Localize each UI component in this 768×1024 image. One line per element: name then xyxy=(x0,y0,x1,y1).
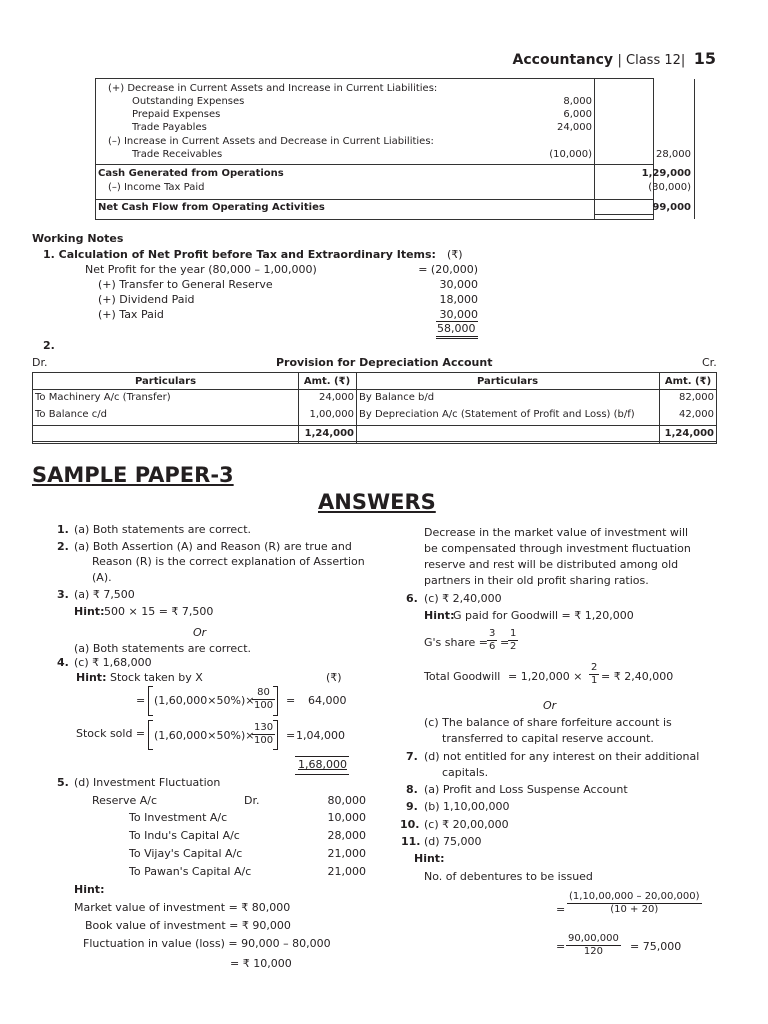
debentures-label: No. of debentures to be issued xyxy=(424,870,593,883)
ans-6-or-2: transferred to capital reserve account. xyxy=(442,732,654,745)
page-header xyxy=(513,49,716,68)
wn-line-label: (+) Tax Paid xyxy=(98,308,164,321)
prov-r2-c3: By Depreciation A/c (Statement of Profit and Loss) (b/f) xyxy=(359,409,635,420)
total-goodwill-expr: = 1,20,000 × xyxy=(508,670,583,683)
ans-6-or: Or xyxy=(543,699,557,712)
journal-line-amount: 80,000 xyxy=(327,794,366,807)
prov-r2-c1: To Balance c/d xyxy=(35,409,107,420)
g-share-label: G's share = xyxy=(424,636,488,649)
ans-5-fl2: = ₹ 10,000 xyxy=(230,957,292,970)
page-number: 15 xyxy=(693,49,716,68)
prov-header-1: Particulars xyxy=(134,376,197,387)
journal-line-label: To Indu's Capital A/c xyxy=(129,829,240,842)
ans-2a: (a) Both Assertion (A) and Reason (R) are true and xyxy=(74,540,352,553)
provision-table xyxy=(32,372,717,444)
working-notes-title: Working Notes xyxy=(32,232,124,245)
ans-6: (c) ₹ 2,40,000 xyxy=(424,592,502,605)
ans-6-hint: G paid for Goodwill = ₹ 1,20,000 xyxy=(453,609,634,622)
ans-2b: Reason (R) is the correct explanation of Assertion xyxy=(92,555,365,568)
ans-5-fl: Fluctuation in value (loss) = 90,000 – 80,000 xyxy=(83,937,331,950)
ans-6-or-1: (c) The balance of share forfeiture account is xyxy=(424,716,672,729)
ans-4-expr1: (1,60,000×50%)× xyxy=(154,694,255,707)
cf-row-c2: 99,000 xyxy=(652,202,691,213)
r-para-1: Decrease in the market value of investment will xyxy=(424,526,689,539)
journal-line-label: Reserve A/c xyxy=(92,794,157,807)
prov-header-2: Amt. (₹) xyxy=(303,376,351,387)
total-goodwill-label: Total Goodwill xyxy=(424,670,501,683)
cf-row-c2: (30,000) xyxy=(648,182,691,193)
prov-r2-c2: 1,00,000 xyxy=(309,409,354,420)
ans-3-hint: 500 × 15 = ₹ 7,500 xyxy=(104,605,214,618)
sample-paper-heading: SAMPLE PAPER-3 xyxy=(32,463,234,487)
prov-total-2: 1,24,000 xyxy=(664,428,714,439)
cf-row-c2: 1,29,000 xyxy=(641,168,691,179)
ans-1: (a) Both statements are correct. xyxy=(74,523,252,536)
ans-4-value2: 1,04,000 xyxy=(296,729,345,742)
cf-row-label: Outstanding Expenses xyxy=(132,96,245,107)
total-goodwill-result: = ₹ 2,40,000 xyxy=(601,670,674,683)
wn-line-label: (+) Transfer to General Reserve xyxy=(98,278,273,291)
cf-row-c1: 8,000 xyxy=(563,96,592,107)
note2-label: 2. xyxy=(43,339,55,352)
cf-row-label: (–) Income Tax Paid xyxy=(108,182,205,193)
cf-row-label: Net Cash Flow from Operating Activities xyxy=(98,202,325,213)
r-para-4: partners in their old profit sharing ratios. xyxy=(424,574,649,587)
cash-flow-table xyxy=(95,78,691,220)
rupee-label: (₹) xyxy=(447,248,463,261)
ans-9: (b) 1,10,00,000 xyxy=(424,800,510,813)
ans-3-or-text: (a) Both statements are correct. xyxy=(74,642,252,655)
prov-header-3: Particulars xyxy=(476,376,539,387)
ans-4-expr2: (1,60,000×50%)× xyxy=(154,729,255,742)
ans-7b: capitals. xyxy=(442,766,489,779)
ans-4-value1: 64,000 xyxy=(308,694,347,707)
prov-r1-c1: To Machinery A/c (Transfer) xyxy=(35,392,171,403)
book-title: Accountancy xyxy=(512,52,614,68)
journal-line-label: To Vijay's Capital A/c xyxy=(129,847,243,860)
cf-row-label: (–) Increase in Current Assets and Decrease in Current Liabilities: xyxy=(108,136,434,147)
ans-4: (c) ₹ 1,68,000 xyxy=(74,656,152,669)
ans-7a: (d) not entitled for any interest on their additional xyxy=(424,750,700,763)
prov-r2-c4: 42,000 xyxy=(679,409,714,420)
prov-r1-c4: 82,000 xyxy=(679,392,714,403)
wn-line-value: 18,000 xyxy=(439,293,478,306)
ans-4-rupee: (₹) xyxy=(326,671,342,684)
ans-5-mv: Market value of investment = ₹ 80,000 xyxy=(74,901,291,914)
ans-3-or: Or xyxy=(193,626,207,639)
dr-label: Dr. xyxy=(32,356,48,369)
ans-2c: (A). xyxy=(92,571,112,584)
wn-line-value: 30,000 xyxy=(439,308,478,321)
cf-row-c1: (10,000) xyxy=(549,149,592,160)
ans-5: (d) Investment Fluctuation xyxy=(74,776,221,789)
ans-3-hint-label: Hint: xyxy=(74,605,105,618)
prov-header-4: Amt. (₹) xyxy=(664,376,712,387)
ans-6-hint-label: Hint: xyxy=(424,609,455,622)
ans-3: (a) ₹ 7,500 xyxy=(74,588,135,601)
ans-4-hint-label: Hint: xyxy=(76,671,107,684)
ans-5-bv: Book value of investment = ₹ 90,000 xyxy=(85,919,291,932)
cf-row-c1: 6,000 xyxy=(563,109,592,120)
note1-title: 1. Calculation of Net Profit before Tax and Extraordinary Items: xyxy=(43,248,436,261)
r-para-3: reserve and rest will be distributed among old xyxy=(424,558,679,571)
cr-label: Cr. xyxy=(702,356,717,369)
debentures-result: = 75,000 xyxy=(630,940,682,953)
ans-4-sold: Stock sold = xyxy=(76,727,146,740)
journal-line-amount: 21,000 xyxy=(327,865,366,878)
class-label: | Class 12| xyxy=(617,53,686,68)
ans-5-hint: Hint: xyxy=(74,883,105,896)
journal-line-amount: 10,000 xyxy=(327,811,366,824)
note1-total: 58,000 xyxy=(437,322,476,335)
prov-total-1: 1,24,000 xyxy=(304,428,354,439)
ans-10: (c) ₹ 20,00,000 xyxy=(424,818,509,831)
provision-title: Provision for Depreciation Account xyxy=(276,356,493,369)
r-para-2: be compensated through investment fluctuation xyxy=(424,542,691,555)
prov-r1-c3: By Balance b/d xyxy=(359,392,435,403)
cf-row-label: Trade Payables xyxy=(132,122,207,133)
wn-line-label: (+) Dividend Paid xyxy=(98,293,195,306)
cf-row-c1: 24,000 xyxy=(557,122,592,133)
cf-row-label: Trade Receivables xyxy=(132,149,223,160)
cf-row-label: Prepaid Expenses xyxy=(132,109,221,120)
ans-11-hint: Hint: xyxy=(414,852,445,865)
journal-line-amount: 21,000 xyxy=(327,847,366,860)
cf-row-c2: 28,000 xyxy=(656,149,691,160)
ans-8: (a) Profit and Loss Suspense Account xyxy=(424,783,628,796)
cf-row-label: Cash Generated from Operations xyxy=(98,168,284,179)
journal-line-label: To Pawan's Capital A/c xyxy=(129,865,252,878)
ans-4-hint: Stock taken by X xyxy=(110,671,203,684)
journal-line-amount: 28,000 xyxy=(327,829,366,842)
ans-4-total: 1,68,000 xyxy=(298,758,347,771)
wn-line-label: Net Profit for the year (80,000 – 1,00,000) xyxy=(85,263,317,276)
cf-row-label: (+) Decrease in Current Assets and Increase in Current Liabilities: xyxy=(108,83,438,94)
wn-line-value: 30,000 xyxy=(439,278,478,291)
journal-line-label: To Investment A/c xyxy=(129,811,228,824)
prov-r1-c2: 24,000 xyxy=(319,392,354,403)
answers-heading: ANSWERS xyxy=(318,490,436,514)
ans-11: (d) 75,000 xyxy=(424,835,482,848)
journal-line-dr: Dr. xyxy=(244,794,260,807)
wn-line-value: = (20,000) xyxy=(418,263,478,276)
